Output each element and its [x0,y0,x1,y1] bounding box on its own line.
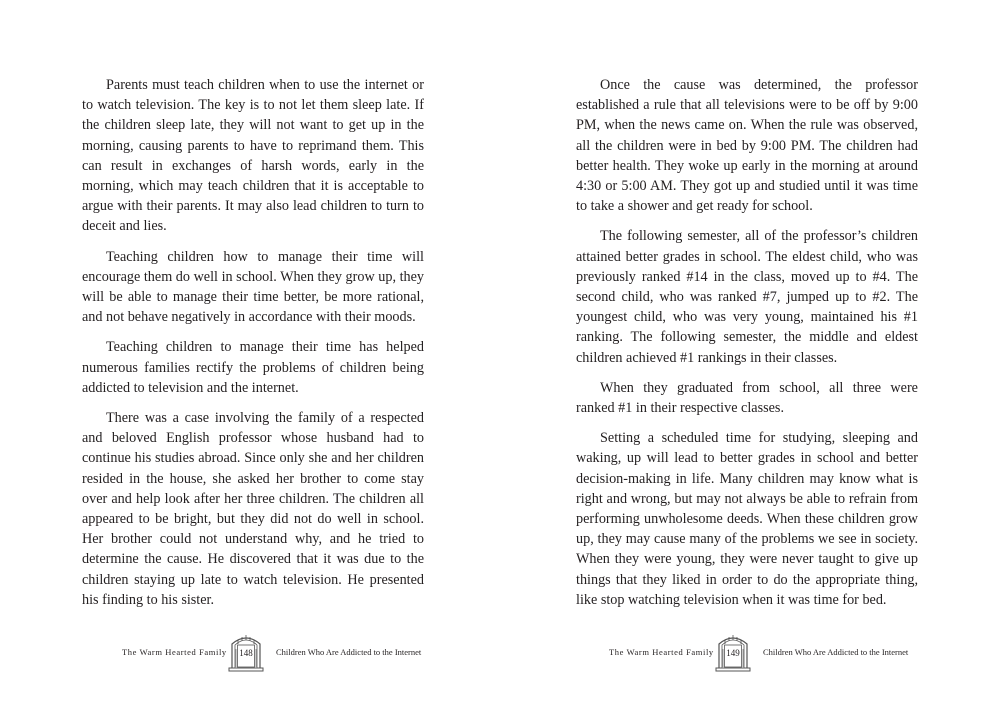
page-number: 149 [726,648,740,658]
footer-chapter-title: Children Who Are Addicted to the Internet [763,647,909,657]
left-paragraph-1: Parents must teach children when to use the internet or to watch television. The key is to not let them sleep late. If the children sleep late, they will not want to get up in the morning, causing parents to have to reprimand them. This can result in exchanges of harsh words, early in the morning, which may teach children that it is acceptable to argue with their parents. It may also lead children to turn to deceit and lies. [82,77,424,235]
right-paragraph-4: Setting a scheduled time for studying, sleeping and waking, up will lead to better grades in school and better decision-making in life. Many children may know what is right and wrong, but may not always be able to refrain from performing unwholesome deeds. When these children grow up, they may cause many of the problems we see in society. When they were young, they were never taught to give up things that they liked in order to do the appropriate thing, like stop watching television when it was time for bed. [576,430,918,608]
right-paragraph-1: Once the cause was determined, the professor established a rule that all televisions were to be off by 9:00 PM, when the news came on. When the rule was observed, all the children were in bed by 9:00 PM. The children had better health. They woke up early in the morning at around 4:30 or 5:00 AM. They got up and studied until it was time to take a shower and get ready for school. [576,77,918,215]
page-number: 148 [239,648,253,658]
left-paragraph-2: Teaching children how to manage their time will encourage them do well in school. When they grow up, they will be able to manage their time better, be more rational, and not behave negatively in accordance with their moods. [82,248,424,326]
right-paragraph-2: The following semester, all of the professor’s children attained better grades in school. The eldest child, who was previously ranked #14 in the class, moved up to #4. The second child, who was ranked #7, jumped up to #2. The youngest child, who was very young, maintained his #1 ranking. The following semester, the middle and eldest children achieved #1 rankings in their classes. [576,228,918,366]
right-page-body [576,75,918,620]
left-page-body [82,75,424,620]
page-number-emblem [228,632,264,672]
left-paragraph-4: There was a case involving the family of a respected and beloved English professor whose husband had to continue his studies abroad. Since only she and her children resided in the house, she asked her brother to come stay over and help look after her three children. The children all appeared to be bright, but they did not do well in school. Her brother could not understand why, and he tried to determine the cause. He discovered that it was due to the children staying up late to watch television. He presented his finding to his sister. [82,410,424,608]
page-number-emblem [715,632,751,672]
footer-book-title: The Warm Hearted Family [122,647,227,657]
footer-chapter-title: Children Who Are Addicted to the Internet [276,647,422,657]
footer-book-title: The Warm Hearted Family [609,647,714,657]
right-page-footer [609,632,908,672]
right-page [500,0,1000,707]
right-paragraph-3: When they graduated from school, all three were ranked #1 in their respective classes. [576,379,918,417]
left-page-footer [122,632,421,672]
left-paragraph-3: Teaching children to manage their time has helped numerous families rectify the problems of children being addicted to television and the internet. [82,339,424,396]
